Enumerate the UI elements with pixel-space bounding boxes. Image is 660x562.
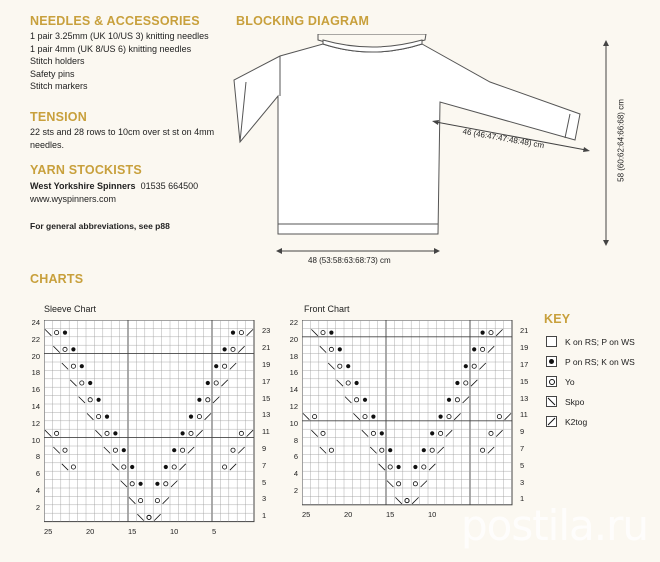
- row-label: 9: [520, 427, 525, 437]
- needles-heading: NEEDLES & ACCESSORIES: [30, 14, 200, 28]
- key-list: [546, 336, 635, 427]
- purl-symbol: [447, 398, 451, 402]
- empty-square-icon: [546, 336, 557, 347]
- purl-symbol: [371, 415, 375, 419]
- blocking-heading: BLOCKING DIAGRAM: [236, 14, 370, 28]
- purl-symbol: [397, 465, 401, 469]
- row-label: 11: [262, 427, 270, 437]
- row-label: 8: [293, 435, 298, 445]
- needles-line: Stitch markers: [30, 81, 88, 92]
- row-label: 12: [289, 402, 298, 411]
- dot-square-icon: [546, 356, 557, 367]
- purl-symbol: [422, 448, 426, 452]
- key-item: [546, 376, 635, 387]
- key-label: K on RS; P on WS: [565, 336, 635, 347]
- row-label: 12: [31, 418, 40, 428]
- row-label: 18: [289, 351, 298, 361]
- row-label: 5: [520, 460, 525, 470]
- key-label: P on RS; K on WS: [565, 356, 635, 367]
- row-label: 22: [31, 334, 40, 344]
- purl-symbol: [413, 465, 417, 469]
- tension-text: [30, 126, 230, 151]
- purl-symbol: [388, 448, 392, 452]
- purl-symbol: [380, 431, 384, 435]
- purl-symbol: [71, 347, 75, 351]
- purl-symbol: [181, 431, 185, 435]
- purl-symbol: [223, 347, 227, 351]
- row-label: 13: [520, 393, 529, 403]
- length-arrow: [600, 40, 612, 246]
- row-label: 7: [262, 460, 267, 470]
- sleeve-measure: 46 (46:47:47:48:48) cm: [461, 126, 545, 151]
- row-label: 9: [262, 444, 267, 453]
- purl-symbol: [214, 364, 218, 368]
- purl-symbol: [130, 465, 134, 469]
- col-label: 5: [212, 527, 217, 536]
- row-label: 10: [289, 418, 298, 428]
- row-label: 4: [293, 469, 298, 479]
- col-label: 10: [170, 527, 179, 536]
- purl-symbol: [481, 331, 485, 335]
- purl-symbol: [105, 415, 109, 419]
- width-measure: 48 (53:58:63:68:73) cm: [308, 256, 391, 265]
- row-label: 4: [35, 486, 40, 495]
- purl-symbol: [231, 331, 235, 335]
- yarn-phone: 01535 664500: [140, 181, 199, 191]
- needles-line: Stitch holders: [30, 56, 85, 67]
- slash-square-icon: [546, 416, 557, 427]
- row-label: 21: [262, 343, 271, 353]
- purl-symbol: [472, 347, 476, 351]
- row-label: 3: [520, 477, 525, 487]
- row-label: 13: [262, 410, 271, 420]
- watermark-logo: postila.ru: [460, 501, 648, 550]
- sleeve-chart-grid: [44, 320, 255, 523]
- col-label: 25: [302, 510, 311, 519]
- purl-symbol: [139, 482, 143, 486]
- abbrev-note: For general abbreviations, see p88: [30, 221, 170, 231]
- col-label: 20: [86, 527, 95, 536]
- purl-symbol: [80, 364, 84, 368]
- row-label: 8: [35, 452, 40, 462]
- row-label: 15: [520, 376, 529, 386]
- row-label: 7: [520, 444, 525, 453]
- row-label: 22: [289, 318, 298, 327]
- row-label: 20: [31, 351, 40, 361]
- charts-heading: CHARTS: [30, 272, 84, 286]
- row-label: 14: [31, 402, 40, 411]
- row-label: 15: [262, 393, 271, 403]
- yarn-web: www.wyspinners.com: [30, 193, 117, 204]
- backslash-square-icon: [546, 396, 557, 407]
- row-label: 19: [262, 360, 271, 369]
- purl-symbol: [346, 364, 350, 368]
- purl-symbol: [355, 381, 359, 385]
- row-label: 3: [262, 494, 267, 504]
- purl-symbol: [363, 398, 367, 402]
- purl-symbol: [172, 448, 176, 452]
- purl-symbol: [88, 381, 92, 385]
- purl-symbol: [206, 381, 210, 385]
- row-label: 10: [31, 435, 40, 445]
- purl-symbol: [197, 398, 201, 402]
- front-chart-grid: [302, 320, 513, 506]
- key-item: [546, 416, 635, 427]
- key-label: Skpo: [565, 396, 585, 407]
- yarn-heading: YARN STOCKISTS: [30, 163, 142, 177]
- purl-symbol: [122, 448, 126, 452]
- col-label: 20: [344, 510, 353, 519]
- sleeve-chart-title: Sleeve Chart: [44, 304, 97, 314]
- col-label: 15: [386, 510, 395, 519]
- purl-symbol: [97, 398, 101, 402]
- row-label: 2: [35, 502, 40, 512]
- purl-symbol: [164, 465, 168, 469]
- col-label: 15: [128, 527, 137, 536]
- key-label: Yo: [565, 376, 575, 387]
- row-label: 17: [520, 360, 529, 369]
- yarn-company: West Yorkshire Spinners: [30, 181, 136, 191]
- sleeve-col-labels: [44, 527, 255, 539]
- row-label: 18: [31, 368, 40, 378]
- circle-square-icon: [546, 376, 557, 387]
- purl-symbol: [338, 347, 342, 351]
- key-item: [546, 356, 635, 367]
- row-label: 1: [262, 511, 267, 521]
- purl-symbol: [430, 431, 434, 435]
- key-item: [546, 396, 635, 407]
- purl-symbol: [189, 415, 193, 419]
- purl-symbol: [455, 381, 459, 385]
- needles-line: 1 pair 4mm (UK 8/US 6) knitting needles: [30, 43, 192, 54]
- purl-symbol: [113, 431, 117, 435]
- needles-line: 1 pair 3.25mm (UK 10/US 3) knitting needles: [30, 31, 209, 41]
- row-label: 6: [293, 452, 298, 462]
- purl-symbol: [439, 415, 443, 419]
- key-heading: KEY: [544, 312, 571, 326]
- tension-line: 22 sts and 28 rows to 10cm over st st on 4mm: [30, 127, 215, 137]
- length-measure: 58 (60:62:64:66:68) cm: [616, 99, 626, 182]
- width-arrow: [276, 246, 440, 256]
- purl-symbol: [63, 331, 67, 335]
- col-label: 10: [428, 510, 437, 519]
- row-label: 20: [289, 334, 298, 344]
- yarn-info: [30, 180, 240, 205]
- row-label: 24: [31, 318, 40, 327]
- tension-line: needles.: [30, 139, 65, 150]
- row-label: 14: [289, 385, 298, 395]
- row-label: 16: [289, 368, 298, 378]
- row-label: 21: [520, 326, 529, 336]
- row-label: 19: [520, 343, 529, 353]
- row-label: 2: [293, 486, 298, 495]
- purl-symbol: [329, 331, 333, 335]
- front-chart-title: Front Chart: [304, 304, 350, 314]
- row-label: 5: [262, 477, 267, 487]
- key-item: [546, 336, 635, 347]
- row-label: 17: [262, 376, 271, 386]
- purl-symbol: [155, 482, 159, 486]
- key-label: K2tog: [565, 416, 588, 427]
- tension-heading: TENSION: [30, 110, 87, 124]
- purl-symbol: [464, 364, 468, 368]
- row-label: 1: [520, 494, 525, 504]
- row-label: 6: [35, 469, 40, 479]
- row-label: 11: [520, 410, 528, 420]
- needles-list: [30, 30, 230, 93]
- row-label: 23: [262, 326, 271, 336]
- needles-line: Safety pins: [30, 68, 75, 79]
- col-label: 25: [44, 527, 53, 536]
- row-label: 16: [31, 385, 40, 395]
